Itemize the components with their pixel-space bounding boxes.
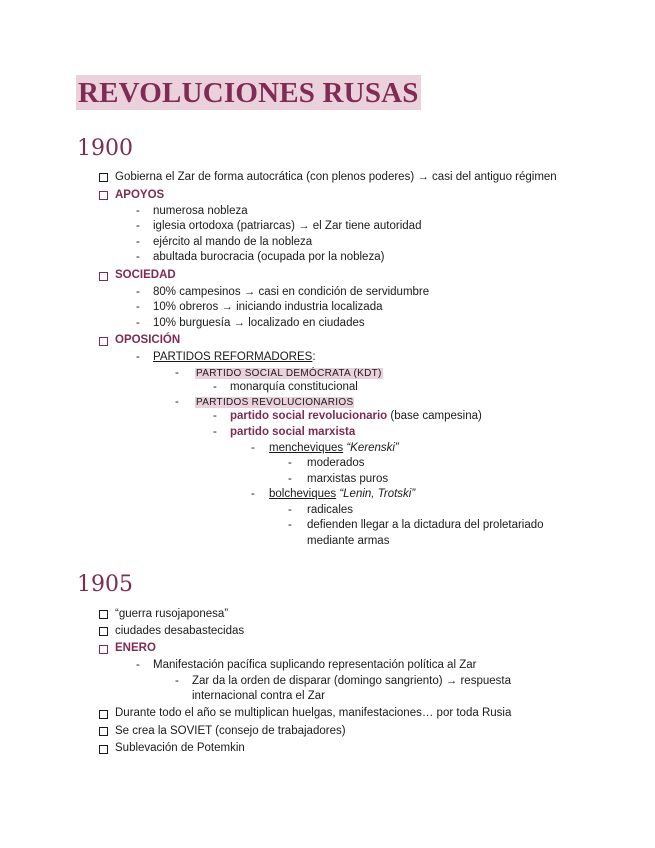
mencheviques-leader: “Kerenski”	[343, 442, 399, 454]
dash-bullet: -	[136, 205, 140, 217]
dash-bullet: -	[288, 519, 292, 531]
section-heading-1900: 1900	[77, 136, 133, 161]
list-item-continuation: mediante armas	[307, 535, 390, 547]
checkbox[interactable]	[99, 272, 108, 281]
kdt-item	[195, 366, 383, 381]
list-item: 80% campesinos → casi en condición de servidumbre	[153, 286, 430, 298]
list-item: numerosa nobleza	[153, 205, 248, 217]
list-item-continuation: internacional contra el Zar	[192, 690, 325, 702]
psr-detail: (base campesina)	[387, 410, 482, 422]
mencheviques-label: mencheviques	[269, 442, 344, 454]
dash-bullet: -	[136, 351, 140, 363]
potemkin-item: Sublevación de Potemkin	[115, 742, 245, 754]
dash-bullet: -	[136, 317, 140, 329]
dash-bullet: -	[288, 457, 292, 469]
psr-label: partido social revolucionario	[230, 410, 388, 422]
list-item: radicales	[307, 504, 354, 516]
bolcheviques-item	[269, 487, 415, 502]
partidos-reformadores	[153, 350, 316, 365]
apoyos-heading: APOYOS	[115, 189, 165, 201]
list-item: Zar da la orden de disparar (domingo sangriento) → respuesta	[192, 675, 511, 687]
list-item: 10% obreros → iniciando industria localizada	[153, 301, 383, 313]
list-item: defienden llegar a la dictadura del proletariado	[307, 519, 544, 531]
list-item: 10% burguesía → localizado en ciudades	[153, 317, 365, 329]
partidos-revolucionarios-item	[195, 395, 354, 410]
mencheviques-item	[269, 441, 399, 456]
dash-bullet: -	[175, 675, 179, 687]
gobierna-item: Gobierna el Zar de forma autocrática (con plenos poderes) → casi del antiguo régimen	[115, 171, 557, 183]
dash-bullet: -	[136, 251, 140, 263]
dash-bullet: -	[175, 367, 179, 379]
list-item: ejército al mando de la nobleza	[153, 236, 313, 248]
sociedad-heading: SOCIEDAD	[115, 269, 176, 281]
list-item: iglesia ortodoxa (patriarcas) → el Zar tiene autoridad	[153, 220, 422, 232]
enero-heading: ENERO	[115, 642, 156, 654]
dash-bullet: -	[251, 488, 255, 500]
oposicion-heading: OPOSICIÓN	[115, 334, 181, 346]
checkbox[interactable]	[99, 173, 108, 182]
partidos-revolucionarios-label: PARTIDOS REVOLUCIONARIOS	[196, 397, 354, 408]
dash-bullet: -	[251, 442, 255, 454]
partidos-reformadores-label: PARTIDOS REFORMADORES	[153, 351, 313, 363]
dash-bullet: -	[136, 659, 140, 671]
colon: :	[312, 351, 316, 363]
checkbox[interactable]	[99, 627, 108, 636]
checkbox[interactable]	[99, 191, 108, 200]
guerra-item: “guerra rusojaponesa”	[115, 608, 229, 620]
psm-item: partido social marxista	[230, 426, 356, 438]
list-item: abultada burocracia (ocupada por la nobleza)	[153, 251, 385, 263]
checkbox[interactable]	[99, 710, 108, 719]
bolcheviques-leader: “Lenin, Trotski”	[336, 488, 416, 500]
dash-bullet: -	[175, 396, 179, 408]
checkbox[interactable]	[99, 727, 108, 736]
dash-bullet: -	[136, 236, 140, 248]
dash-bullet: -	[288, 504, 292, 516]
page-title: REVOLUCIONES RUSAS	[78, 77, 419, 109]
list-item: monarquía constitucional	[230, 381, 358, 393]
dash-bullet: -	[288, 473, 292, 485]
soviet-item: Se crea la SOVIET (consejo de trabajadores)	[115, 725, 346, 737]
dash-bullet: -	[213, 381, 217, 393]
dash-bullet: -	[136, 220, 140, 232]
huelgas-item: Durante todo el año se multiplican huelgas, manifestaciones… por toda Rusia	[115, 707, 512, 719]
list-item: marxistas puros	[307, 473, 389, 485]
kdt-label: PARTIDO SOCIAL DEMÓCRATA (KDT)	[196, 368, 382, 379]
checkbox[interactable]	[99, 610, 108, 619]
checkbox[interactable]	[99, 337, 108, 346]
list-item: Manifestación pacífica suplicando representación política al Zar	[153, 659, 477, 671]
list-item: moderados	[307, 457, 365, 469]
checkbox[interactable]	[99, 645, 108, 654]
checkbox[interactable]	[99, 745, 108, 754]
section-heading-1905: 1905	[77, 572, 133, 597]
bolcheviques-label: bolcheviques	[269, 488, 337, 500]
psr-item	[230, 409, 482, 424]
ciudades-item: ciudades desabastecidas	[115, 625, 245, 637]
dash-bullet: -	[136, 286, 140, 298]
dash-bullet: -	[213, 426, 217, 438]
dash-bullet: -	[213, 410, 217, 422]
dash-bullet: -	[136, 301, 140, 313]
